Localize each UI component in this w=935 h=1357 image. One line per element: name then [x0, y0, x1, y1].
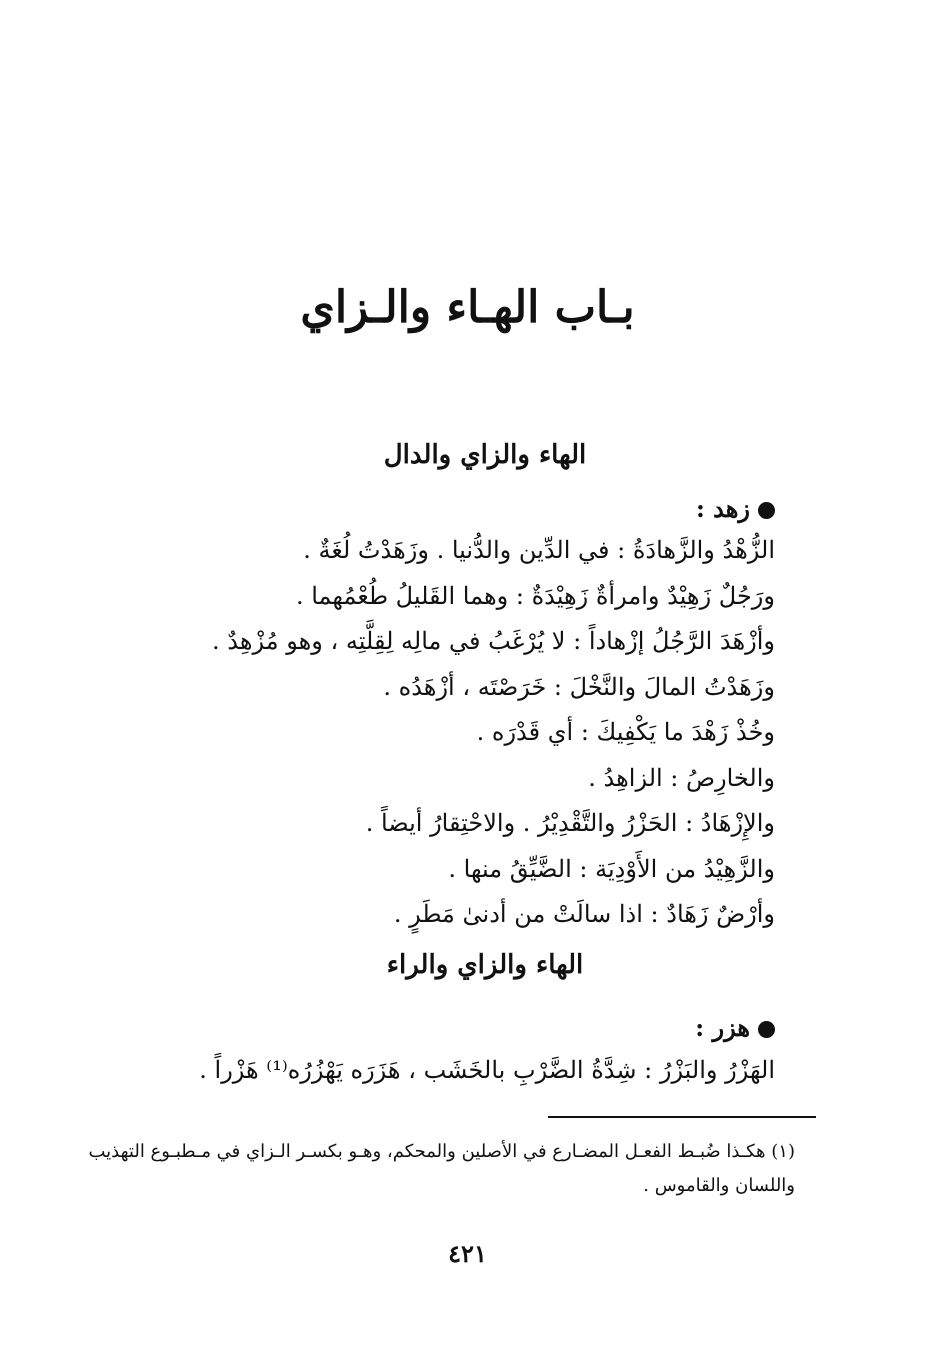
section-heading-ha-zay-ra: الهاء والزاي والراء	[386, 950, 584, 980]
entry-root-label: زهد :	[695, 494, 750, 523]
text-line: ورَجُلٌ زَهِيْدٌ وامرأةٌ زَهِيْدَةٌ : وهما القَليلُ طُعْمُهما .	[295, 581, 775, 610]
page-number: ٤٢١	[448, 1239, 487, 1268]
text-line: والخارِصُ : الزاهِدُ .	[588, 763, 775, 792]
text-line: وأرْضٌ زَهَادٌ : اذا سالَتْ من أدنىٰ مَطَرٍ .	[393, 900, 775, 928]
text-line: الهَزْرُ والبَزْرُ : شِدَّةُ الضَّرْبِ بالخَشَب ، هَزَرَه يَهْزُرُه⁽¹⁾ هَزْراً .	[199, 1056, 775, 1084]
footnote-line: واللسان والقاموس .	[643, 1175, 795, 1196]
entry-heading-hzr	[695, 1014, 775, 1043]
text-line: والزَّهِيْدُ من الأَوْدِيَة : الضَّيِّقُ منها .	[448, 854, 775, 883]
entry-heading-zhd	[696, 495, 775, 524]
bullet-icon	[758, 502, 775, 519]
text-line: والإِزْهَادُ : الحَزْرُ والتَّقْدِيْرُ . والاحْتِقارُ أيضاً .	[365, 809, 775, 837]
text-line: وأزْهَدَ الرَّجُلُ إزْهاداً : لا يُرْغَبُ في مالِه لِقِلَّتِه ، وهو مُزْهِدٌ .	[212, 627, 775, 655]
bullet-icon	[758, 1021, 775, 1038]
entry-root-label: هزر :	[695, 1013, 750, 1042]
footnote	[88, 1135, 795, 1203]
footnote-line: (١) هكـذا ضُبـط الفعـل المضـارع في الأصلين والمحكم، وهـو بكسـر الـزاي في مـطبـوع التهذيب	[88, 1141, 795, 1162]
entry-text-hzr	[75, 1048, 775, 1094]
section-heading-ha-zay-dal: الهاء والزاي والدال	[383, 440, 587, 470]
entry-text-zhd	[75, 528, 775, 938]
text-line: وخُذْ زَهْدَ ما يَكْفِيكَ : أي قَدْرَه .	[476, 718, 775, 746]
chapter-title: بـاب الهـاء والـزاي	[300, 282, 635, 333]
text-line: وزَهَدْتُ المالَ والنَّخْلَ : خَرَصْتَه ، أزْهَدُه .	[383, 672, 775, 701]
footnote-divider	[548, 1116, 816, 1118]
text-line: الزُّهْدُ والزَّهادَةُ : في الدِّين والدُّنيا . وزَهَدْتُ لُغَةٌ .	[303, 536, 775, 564]
